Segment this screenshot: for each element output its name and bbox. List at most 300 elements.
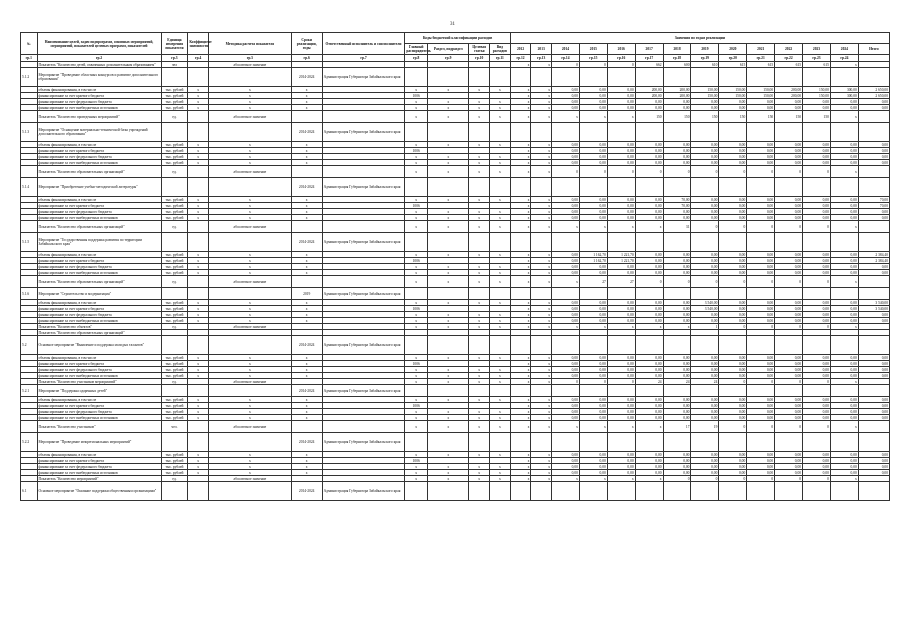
- row-year-value: 662: [635, 62, 663, 68]
- row-kbk-target: [469, 482, 490, 501]
- row-year-value: 0,00: [635, 306, 663, 312]
- row-year-value: 0,00: [803, 142, 831, 148]
- row-unit: ед.: [161, 111, 188, 123]
- row-year-value: 0,00: [579, 415, 607, 421]
- row-year-value: 0,00: [830, 264, 858, 270]
- row-kbk-type: x: [490, 470, 511, 476]
- row-year-value: 200,00: [635, 87, 663, 93]
- row-year-value: 0,00: [607, 458, 635, 464]
- row-kbk-type: x: [490, 270, 511, 276]
- row-kbk-main: x: [405, 105, 428, 111]
- row-year-value: 0,00: [830, 258, 858, 264]
- row-number: [21, 276, 38, 288]
- row-name: объемы финансирования, в том числе: [37, 300, 161, 306]
- row-year-value: [747, 178, 775, 197]
- row-year-value: 0,00: [579, 397, 607, 403]
- row-term: x: [291, 300, 322, 306]
- row-total: 0,00: [858, 397, 889, 403]
- row-unit: ед.: [161, 324, 188, 330]
- row-coef: x: [188, 361, 209, 367]
- header-year: 2023: [803, 44, 831, 55]
- row-total: 0,00: [858, 160, 889, 166]
- row-coef: [188, 276, 209, 288]
- row-year-value: 0,00: [607, 367, 635, 373]
- row-term: x: [291, 403, 322, 409]
- row-year-value: [830, 385, 858, 397]
- row-kbk-type: [490, 336, 511, 355]
- row-year-value: 0,00: [803, 470, 831, 476]
- row-kbk-main: x: [405, 373, 428, 379]
- row-year-value: 0,00: [552, 93, 580, 99]
- row-kbk-section: x: [428, 452, 469, 458]
- row-year-value: x: [635, 476, 663, 482]
- row-year-value: 0: [747, 379, 775, 385]
- row-year-value: x: [635, 421, 663, 433]
- row-year-value: 0,00: [830, 355, 858, 361]
- row-year-value: 0,00: [607, 409, 635, 415]
- row-year-value: [719, 482, 747, 501]
- row-coef: x: [188, 464, 209, 470]
- row-year-value: [775, 482, 803, 501]
- row-method: [209, 288, 292, 300]
- row-kbk-section: x: [428, 409, 469, 415]
- row-kbk-main: x: [405, 415, 428, 421]
- row-year-value: [775, 288, 803, 300]
- row-year-value: [579, 336, 607, 355]
- row-year-value: 0,00: [607, 403, 635, 409]
- row-method: x: [209, 470, 292, 476]
- row-year-value: [775, 433, 803, 452]
- row-year-value: x: [510, 166, 531, 178]
- row-year-value: 1 162,70: [579, 252, 607, 258]
- row-name: финансирование за счет краевого бюджета: [37, 93, 161, 99]
- row-kbk-section: x: [428, 215, 469, 221]
- row-kbk-target: x: [469, 154, 490, 160]
- row-year-value: [607, 336, 635, 355]
- row-method: абсолютное значение: [209, 62, 292, 68]
- row-coef: [188, 68, 209, 87]
- row-unit: тыс. рублей: [161, 361, 188, 367]
- row-kbk-type: x: [490, 409, 511, 415]
- row-year-value: x: [510, 300, 531, 306]
- row-total: [858, 233, 889, 252]
- row-year-value: [803, 433, 831, 452]
- row-kbk-type: x: [490, 276, 511, 288]
- row-year-value: [775, 123, 803, 142]
- row-unit: тыс. рублей: [161, 306, 188, 312]
- row-unit: тыс. рублей: [161, 367, 188, 373]
- row-unit: [161, 336, 188, 355]
- header-kbk-section: Раздел, подраздел: [428, 44, 469, 55]
- row-year-value: x: [531, 379, 552, 385]
- row-responsible: Администрация Губернатора Забайкальского края: [322, 482, 405, 501]
- row-term: x: [291, 87, 322, 93]
- row-year-value: 0,00: [719, 148, 747, 154]
- row-kbk-target: x: [469, 379, 490, 385]
- row-year-value: 0,00: [579, 264, 607, 270]
- row-term: x: [291, 452, 322, 458]
- header-name: Наименование целей, задач подпрограмм, основных мероприятий, мероприятий, показателей целевых программ, показателей: [37, 33, 161, 55]
- header-year: 2024: [830, 44, 858, 55]
- row-name: финансирование за счет федерального бюджета: [37, 312, 161, 318]
- row-year-value: 0,00: [747, 258, 775, 264]
- row-year-value: 0,00: [775, 258, 803, 264]
- row-name: Показатель "Количество мероприятий": [37, 476, 161, 482]
- row-kbk-main: x: [405, 318, 428, 324]
- row-year-value: [830, 288, 858, 300]
- row-year-value: [531, 433, 552, 452]
- row-year-value: x: [830, 166, 858, 178]
- row-year-value: 150,00: [747, 87, 775, 93]
- row-year-value: 0,00: [747, 264, 775, 270]
- row-year-value: 150,00: [719, 87, 747, 93]
- row-kbk-section: x: [428, 166, 469, 178]
- row-kbk-section: x: [428, 270, 469, 276]
- row-year-value: 3 540,00: [691, 306, 719, 312]
- row-kbk-section: x: [428, 367, 469, 373]
- row-name: финансирование за счет федерального бюджета: [37, 464, 161, 470]
- row-responsible: Администрация Губернатора Забайкальского края: [322, 233, 405, 252]
- row-year-value: [579, 288, 607, 300]
- row-kbk-target: x: [469, 221, 490, 233]
- row-year-value: 0,00: [635, 270, 663, 276]
- row-year-value: 0,00: [552, 99, 580, 105]
- row-coef: [188, 221, 209, 233]
- row-year-value: 0,00: [803, 197, 831, 203]
- row-year-value: 0,00: [803, 318, 831, 324]
- header-coef: Коэффициент значимости: [188, 33, 209, 55]
- row-year-value: 0,00: [775, 264, 803, 270]
- header-kbk-type: Вид расходов: [490, 44, 511, 55]
- row-unit: тыс. рублей: [161, 464, 188, 470]
- row-year-value: 0,00: [607, 99, 635, 105]
- row-kbk-main: x: [405, 379, 428, 385]
- row-year-value: 0,00: [663, 458, 691, 464]
- row-kbk-target: x: [469, 166, 490, 178]
- row-name: финансирование за счет федерального бюджета: [37, 154, 161, 160]
- row-year-value: 0,00: [635, 264, 663, 270]
- row-name: Показатель "Количество образовательных организаций": [37, 330, 161, 336]
- row-year-value: 200,00: [775, 87, 803, 93]
- row-method: x: [209, 215, 292, 221]
- row-year-value: 150,00: [747, 93, 775, 99]
- row-year-value: [803, 178, 831, 197]
- row-term: x: [291, 397, 322, 403]
- row-name: финансирование за счет внебюджетных источников: [37, 270, 161, 276]
- row-method: x: [209, 458, 292, 464]
- row-kbk-target: x: [469, 421, 490, 433]
- row-year-value: 150,00: [719, 93, 747, 99]
- row-year-value: 0,00: [775, 209, 803, 215]
- row-year-value: 0: [663, 276, 691, 288]
- row-responsible: [322, 111, 405, 123]
- row-coef: [188, 336, 209, 355]
- row-year-value: 0,00: [691, 355, 719, 361]
- row-year-value: x: [531, 464, 552, 470]
- row-year-value: 0,00: [607, 470, 635, 476]
- row-kbk-type: x: [490, 209, 511, 215]
- row-total: 0,00: [858, 452, 889, 458]
- column-number: гр.17: [635, 55, 663, 62]
- row-method: x: [209, 403, 292, 409]
- row-term: x: [291, 148, 322, 154]
- row-total: 0,00: [858, 361, 889, 367]
- row-year-value: 0,00: [607, 397, 635, 403]
- row-year-value: 0,00: [552, 306, 580, 312]
- row-year-value: 0,00: [830, 215, 858, 221]
- row-term: x: [291, 99, 322, 105]
- row-method: [209, 123, 292, 142]
- row-unit: тыс. рублей: [161, 105, 188, 111]
- row-year-value: x: [663, 324, 691, 330]
- column-number: гр.23: [803, 55, 831, 62]
- row-year-value: 0,00: [552, 203, 580, 209]
- row-year-value: 0,00: [607, 270, 635, 276]
- row-year-value: [607, 385, 635, 397]
- row-year-value: 1 221,70: [607, 258, 635, 264]
- column-number: гр.4: [188, 55, 209, 62]
- row-unit: [161, 433, 188, 452]
- row-year-value: 0,00: [719, 367, 747, 373]
- row-year-value: 0,00: [719, 464, 747, 470]
- row-year-value: 0,00: [579, 367, 607, 373]
- row-year-value: x: [510, 264, 531, 270]
- row-year-value: x: [510, 160, 531, 166]
- row-year-value: 0,00: [830, 361, 858, 367]
- row-year-value: x: [510, 312, 531, 318]
- row-year-value: x: [607, 221, 635, 233]
- row-year-value: 0: [747, 421, 775, 433]
- row-year-value: 0,00: [691, 99, 719, 105]
- row-year-value: 0,00: [830, 397, 858, 403]
- row-term: x: [291, 458, 322, 464]
- row-year-value: 70,00: [663, 197, 691, 203]
- row-year-value: x: [531, 361, 552, 367]
- row-year-value: 0,00: [691, 458, 719, 464]
- row-year-value: [719, 288, 747, 300]
- row-kbk-type: [490, 178, 511, 197]
- row-method: x: [209, 160, 292, 166]
- row-year-value: 0,00: [719, 105, 747, 111]
- row-year-value: [607, 482, 635, 501]
- row-method: абсолютное значение: [209, 379, 292, 385]
- row-year-value: 0,00: [719, 452, 747, 458]
- row-year-value: 0,00: [552, 318, 580, 324]
- row-year-value: 0,00: [552, 87, 580, 93]
- row-year-value: x: [579, 421, 607, 433]
- row-name: Показатель "Количество образовательных организаций": [37, 276, 161, 288]
- row-year-value: 0: [579, 166, 607, 178]
- row-year-value: 0,00: [747, 367, 775, 373]
- row-name: финансирование за счет внебюджетных источников: [37, 415, 161, 421]
- row-year-value: 0,00: [691, 142, 719, 148]
- row-year-value: 0,00: [803, 409, 831, 415]
- row-year-value: x: [531, 111, 552, 123]
- column-number: [858, 55, 889, 62]
- row-year-value: [830, 68, 858, 87]
- row-year-value: 0,00: [635, 258, 663, 264]
- row-method: x: [209, 258, 292, 264]
- row-kbk-main: x: [405, 464, 428, 470]
- row-kbk-type: x: [490, 367, 511, 373]
- row-name: Мероприятие "Оснащение материально-технической базы учреждений дополнительного образования": [37, 123, 161, 142]
- row-year-value: x: [531, 367, 552, 373]
- row-year-value: 0,00: [775, 160, 803, 166]
- row-term: x: [291, 93, 322, 99]
- row-year-value: 0,00: [830, 306, 858, 312]
- row-year-value: 0,00: [775, 458, 803, 464]
- row-year-value: [719, 385, 747, 397]
- row-total: 0,00: [858, 148, 889, 154]
- row-kbk-main: x: [405, 355, 428, 361]
- row-year-value: 0,00: [691, 203, 719, 209]
- row-coef: [188, 385, 209, 397]
- row-name: финансирование за счет внебюджетных источников: [37, 215, 161, 221]
- row-year-value: 0,00: [552, 312, 580, 318]
- row-year-value: 0,00: [635, 252, 663, 258]
- row-year-value: 0,00: [691, 264, 719, 270]
- header-year: 2015: [579, 44, 607, 55]
- row-year-value: 0,00: [663, 252, 691, 258]
- row-year-value: [747, 482, 775, 501]
- row-responsible: Администрация Губернатора Забайкальского края: [322, 68, 405, 87]
- row-year-value: [635, 433, 663, 452]
- row-year-value: 0: [803, 221, 831, 233]
- row-year-value: 0,00: [719, 203, 747, 209]
- row-year-value: 0,00: [579, 300, 607, 306]
- row-year-value: [552, 233, 580, 252]
- row-responsible: Администрация Губернатора Забайкальского края: [322, 336, 405, 355]
- row-year-value: [552, 288, 580, 300]
- row-year-value: 0,00: [719, 270, 747, 276]
- row-year-value: 0: [663, 476, 691, 482]
- column-number: гр.13: [531, 55, 552, 62]
- row-term: 2014-2024: [291, 178, 322, 197]
- row-name: финансирование за счет внебюджетных источников: [37, 470, 161, 476]
- row-name: объемы финансирования, в том числе: [37, 252, 161, 258]
- row-year-value: 0,00: [635, 203, 663, 209]
- row-year-value: 0,00: [691, 409, 719, 415]
- row-unit: тыс. рублей: [161, 403, 188, 409]
- row-method: [209, 178, 292, 197]
- row-year-value: 0,00: [635, 209, 663, 215]
- column-number: гр.5: [209, 55, 292, 62]
- row-year-value: x: [552, 111, 580, 123]
- row-kbk-target: x: [469, 312, 490, 318]
- row-unit: [161, 233, 188, 252]
- row-year-value: 0,00: [719, 415, 747, 421]
- row-unit: тыс. рублей: [161, 93, 188, 99]
- row-kbk-target: x: [469, 197, 490, 203]
- row-year-value: [531, 68, 552, 87]
- row-coef: x: [188, 258, 209, 264]
- row-kbk-main: [405, 288, 428, 300]
- row-kbk-type: x: [490, 379, 511, 385]
- row-term: 2019: [291, 288, 322, 300]
- row-year-value: [579, 482, 607, 501]
- row-year-value: [691, 336, 719, 355]
- row-method: x: [209, 464, 292, 470]
- row-coef: x: [188, 154, 209, 160]
- row-term: x: [291, 306, 322, 312]
- row-year-value: 0,00: [803, 464, 831, 470]
- row-year-value: 0,00: [747, 142, 775, 148]
- row-year-value: 0,00: [635, 373, 663, 379]
- row-kbk-section: x: [428, 276, 469, 288]
- row-unit: тыс. рублей: [161, 197, 188, 203]
- row-coef: x: [188, 209, 209, 215]
- row-year-value: x: [531, 215, 552, 221]
- row-year-value: 0,00: [579, 318, 607, 324]
- row-kbk-main: [405, 482, 428, 501]
- row-kbk-type: [490, 288, 511, 300]
- row-kbk-main: 1006: [405, 258, 428, 264]
- row-kbk-target: x: [469, 99, 490, 105]
- row-year-value: x: [510, 203, 531, 209]
- row-term: x: [291, 318, 322, 324]
- row-year-value: [579, 123, 607, 142]
- table-row: [21, 178, 890, 197]
- row-method: [209, 482, 292, 501]
- row-kbk-type: x: [490, 215, 511, 221]
- row-year-value: 0,00: [607, 415, 635, 421]
- row-name: Показатель "Количество участников мероприятий": [37, 379, 161, 385]
- row-year-value: 24: [635, 379, 663, 385]
- row-year-value: 0,00: [579, 99, 607, 105]
- row-year-value: 0,00: [747, 458, 775, 464]
- row-year-value: 0,00: [830, 99, 858, 105]
- row-year-value: [607, 433, 635, 452]
- row-year-value: x: [510, 209, 531, 215]
- row-year-value: [579, 178, 607, 197]
- row-coef: x: [188, 252, 209, 258]
- row-year-value: x: [510, 458, 531, 464]
- row-total: [858, 276, 889, 288]
- row-total: 3 540,00: [858, 306, 889, 312]
- row-year-value: 0,00: [691, 470, 719, 476]
- row-year-value: 0,00: [635, 361, 663, 367]
- row-year-value: x: [531, 221, 552, 233]
- row-total: [858, 123, 889, 142]
- row-year-value: 0,00: [830, 367, 858, 373]
- row-year-value: x: [510, 361, 531, 367]
- row-year-value: 615: [719, 62, 747, 68]
- header-row-1: [21, 33, 890, 44]
- row-year-value: 19: [691, 421, 719, 433]
- row-coef: [188, 111, 209, 123]
- row-year-value: 0,00: [579, 203, 607, 209]
- row-year-value: x: [531, 452, 552, 458]
- column-number: гр.2: [37, 55, 161, 62]
- row-total: 0,00: [858, 470, 889, 476]
- row-total: 0,00: [858, 154, 889, 160]
- row-year-value: 0,00: [579, 306, 607, 312]
- row-year-value: 0,00: [663, 403, 691, 409]
- row-year-value: 0,00: [663, 154, 691, 160]
- row-year-value: 0,00: [579, 452, 607, 458]
- program-table: [20, 32, 890, 501]
- column-number-row: [21, 55, 890, 62]
- row-year-value: 0: [691, 221, 719, 233]
- row-year-value: 0,00: [607, 154, 635, 160]
- row-total: 0,00: [858, 409, 889, 415]
- row-unit: тыс. рублей: [161, 452, 188, 458]
- row-year-value: [803, 123, 831, 142]
- row-year-value: 0,00: [607, 312, 635, 318]
- row-kbk-section: x: [428, 415, 469, 421]
- row-year-value: x: [531, 403, 552, 409]
- row-kbk-target: x: [469, 87, 490, 93]
